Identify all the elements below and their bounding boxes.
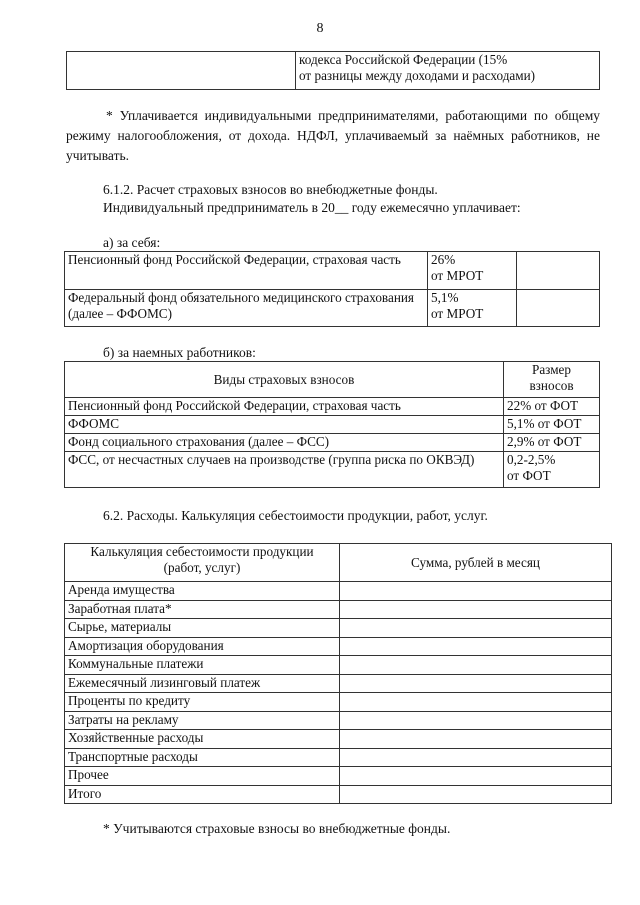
top-table-text-cell <box>296 52 600 90</box>
top-table-empty-cell <box>67 52 296 90</box>
page-number: 8 <box>316 21 324 36</box>
cost-row-amount <box>340 711 612 730</box>
emp-row4-size-line1: 0,2-2,5% <box>507 452 556 467</box>
employee-contributions-table <box>64 361 600 488</box>
section-62-heading: 6.2. Расходы. Калькуляция себестоимости продукции, работ, услуг. <box>103 508 488 523</box>
table-row <box>65 619 612 638</box>
header-size-line2: взносов <box>529 378 574 393</box>
cost-row-amount <box>340 730 612 749</box>
table-row <box>65 398 600 416</box>
table-row <box>65 711 612 730</box>
self-row2-rate <box>428 290 517 327</box>
emp-row3-name: Фонд социального страхования (далее – ФСС) <box>65 434 504 452</box>
cost-row-amount <box>340 619 612 638</box>
table-row <box>65 416 600 434</box>
cost-row-amount <box>340 637 612 656</box>
cost-row-label: Коммунальные платежи <box>65 656 340 675</box>
table-row <box>65 252 600 290</box>
emp-row2-name: ФФОМС <box>65 416 504 434</box>
emp-row2-size: 5,1% от ФОТ <box>504 416 600 434</box>
self-row1-rate-line2: от МРОТ <box>431 268 484 283</box>
table-row <box>65 582 612 601</box>
self-row1-value <box>517 252 600 290</box>
table-row <box>65 656 612 675</box>
top-table-line2: от разницы между доходами и расходами) <box>299 68 536 83</box>
emp-row1-name: Пенсионный фонд Российской Федерации, страховая часть <box>65 398 504 416</box>
emp-row3-size: 2,9% от ФОТ <box>504 434 600 452</box>
footnote-ndfl: * Уплачивается индивидуальными предпринимателями, работающими по общему режиму налогообложения, от дохода. НДФЛ, уплачиваемый за наёмных работников, не учитывать. <box>66 108 600 163</box>
table-row <box>65 785 612 804</box>
cost-row-amount <box>340 785 612 804</box>
cost-row-amount <box>340 674 612 693</box>
employees-label: б) за наемных работников: <box>103 345 256 360</box>
header-amount: Сумма, рублей в месяц <box>340 544 612 582</box>
section-612-intro: Индивидуальный предприниматель в 20__ году ежемесячно уплачивает: <box>103 200 521 215</box>
table-row <box>65 290 600 327</box>
self-row2-value <box>517 290 600 327</box>
emp-row1-size: 22% от ФОТ <box>504 398 600 416</box>
table-row <box>65 674 612 693</box>
cost-row-label: Итого <box>65 785 340 804</box>
cost-row-label: Транспортные расходы <box>65 748 340 767</box>
top-table-line1: кодекса Российской Федерации (15% <box>299 52 508 67</box>
self-label: а) за себя: <box>103 235 161 250</box>
cost-row-label: Аренда имущества <box>65 582 340 601</box>
cost-row-label: Сырье, материалы <box>65 619 340 638</box>
cost-calculation-table <box>64 543 612 804</box>
cost-row-amount <box>340 767 612 786</box>
cost-row-label: Амортизация оборудования <box>65 637 340 656</box>
header-cost-item <box>65 544 340 582</box>
cost-row-amount <box>340 582 612 601</box>
cost-row-label: Хозяйственные расходы <box>65 730 340 749</box>
cost-row-label: Затраты на рекламу <box>65 711 340 730</box>
table-row <box>65 452 600 488</box>
self-row1-rate-line1: 26% <box>431 252 456 267</box>
self-row2-rate-line2: от МРОТ <box>431 306 484 321</box>
self-row1-rate <box>428 252 517 290</box>
table-row <box>65 748 612 767</box>
section-612-heading: 6.1.2. Расчет страховых взносов во внебюджетные фонды. <box>103 182 438 197</box>
cost-row-amount <box>340 748 612 767</box>
cost-row-label: Ежемесячный лизинговый платеж <box>65 674 340 693</box>
header-cost-item-line1: Калькуляция себестоимости продукции <box>90 544 314 559</box>
self-row1-name: Пенсионный фонд Российской Федерации, страховая часть <box>65 252 428 290</box>
table-header-row <box>65 362 600 398</box>
header-size-line1: Размер <box>531 362 571 377</box>
self-row2-name: Федеральный фонд обязательного медицинского страхования (далее – ФФОМС) <box>65 290 428 327</box>
self-row2-rate-line1: 5,1% <box>431 290 459 305</box>
table-row <box>65 693 612 712</box>
header-contribution-size <box>504 362 600 398</box>
header-cost-item-line2: (работ, услуг) <box>163 560 241 575</box>
cost-row-amount <box>340 656 612 675</box>
table-row <box>65 767 612 786</box>
cost-row-amount <box>340 693 612 712</box>
table-header-row <box>65 544 612 582</box>
cost-row-label: Прочее <box>65 767 340 786</box>
top-continuation-table <box>66 51 600 90</box>
table-row <box>65 730 612 749</box>
header-contribution-type: Виды страховых взносов <box>65 362 504 398</box>
emp-row4-size <box>504 452 600 488</box>
table-row <box>65 600 612 619</box>
footnote-contributions: * Учитываются страховые взносы во внебюджетные фонды. <box>103 821 451 836</box>
table-row <box>65 434 600 452</box>
emp-row4-name: ФСС, от несчастных случаев на производстве (группа риска по ОКВЭД) <box>65 452 504 488</box>
table-row <box>65 637 612 656</box>
cost-row-label: Заработная плата* <box>65 600 340 619</box>
self-contributions-table <box>64 251 600 327</box>
cost-row-label: Проценты по кредиту <box>65 693 340 712</box>
cost-row-amount <box>340 600 612 619</box>
emp-row4-size-line2: от ФОТ <box>507 468 551 483</box>
